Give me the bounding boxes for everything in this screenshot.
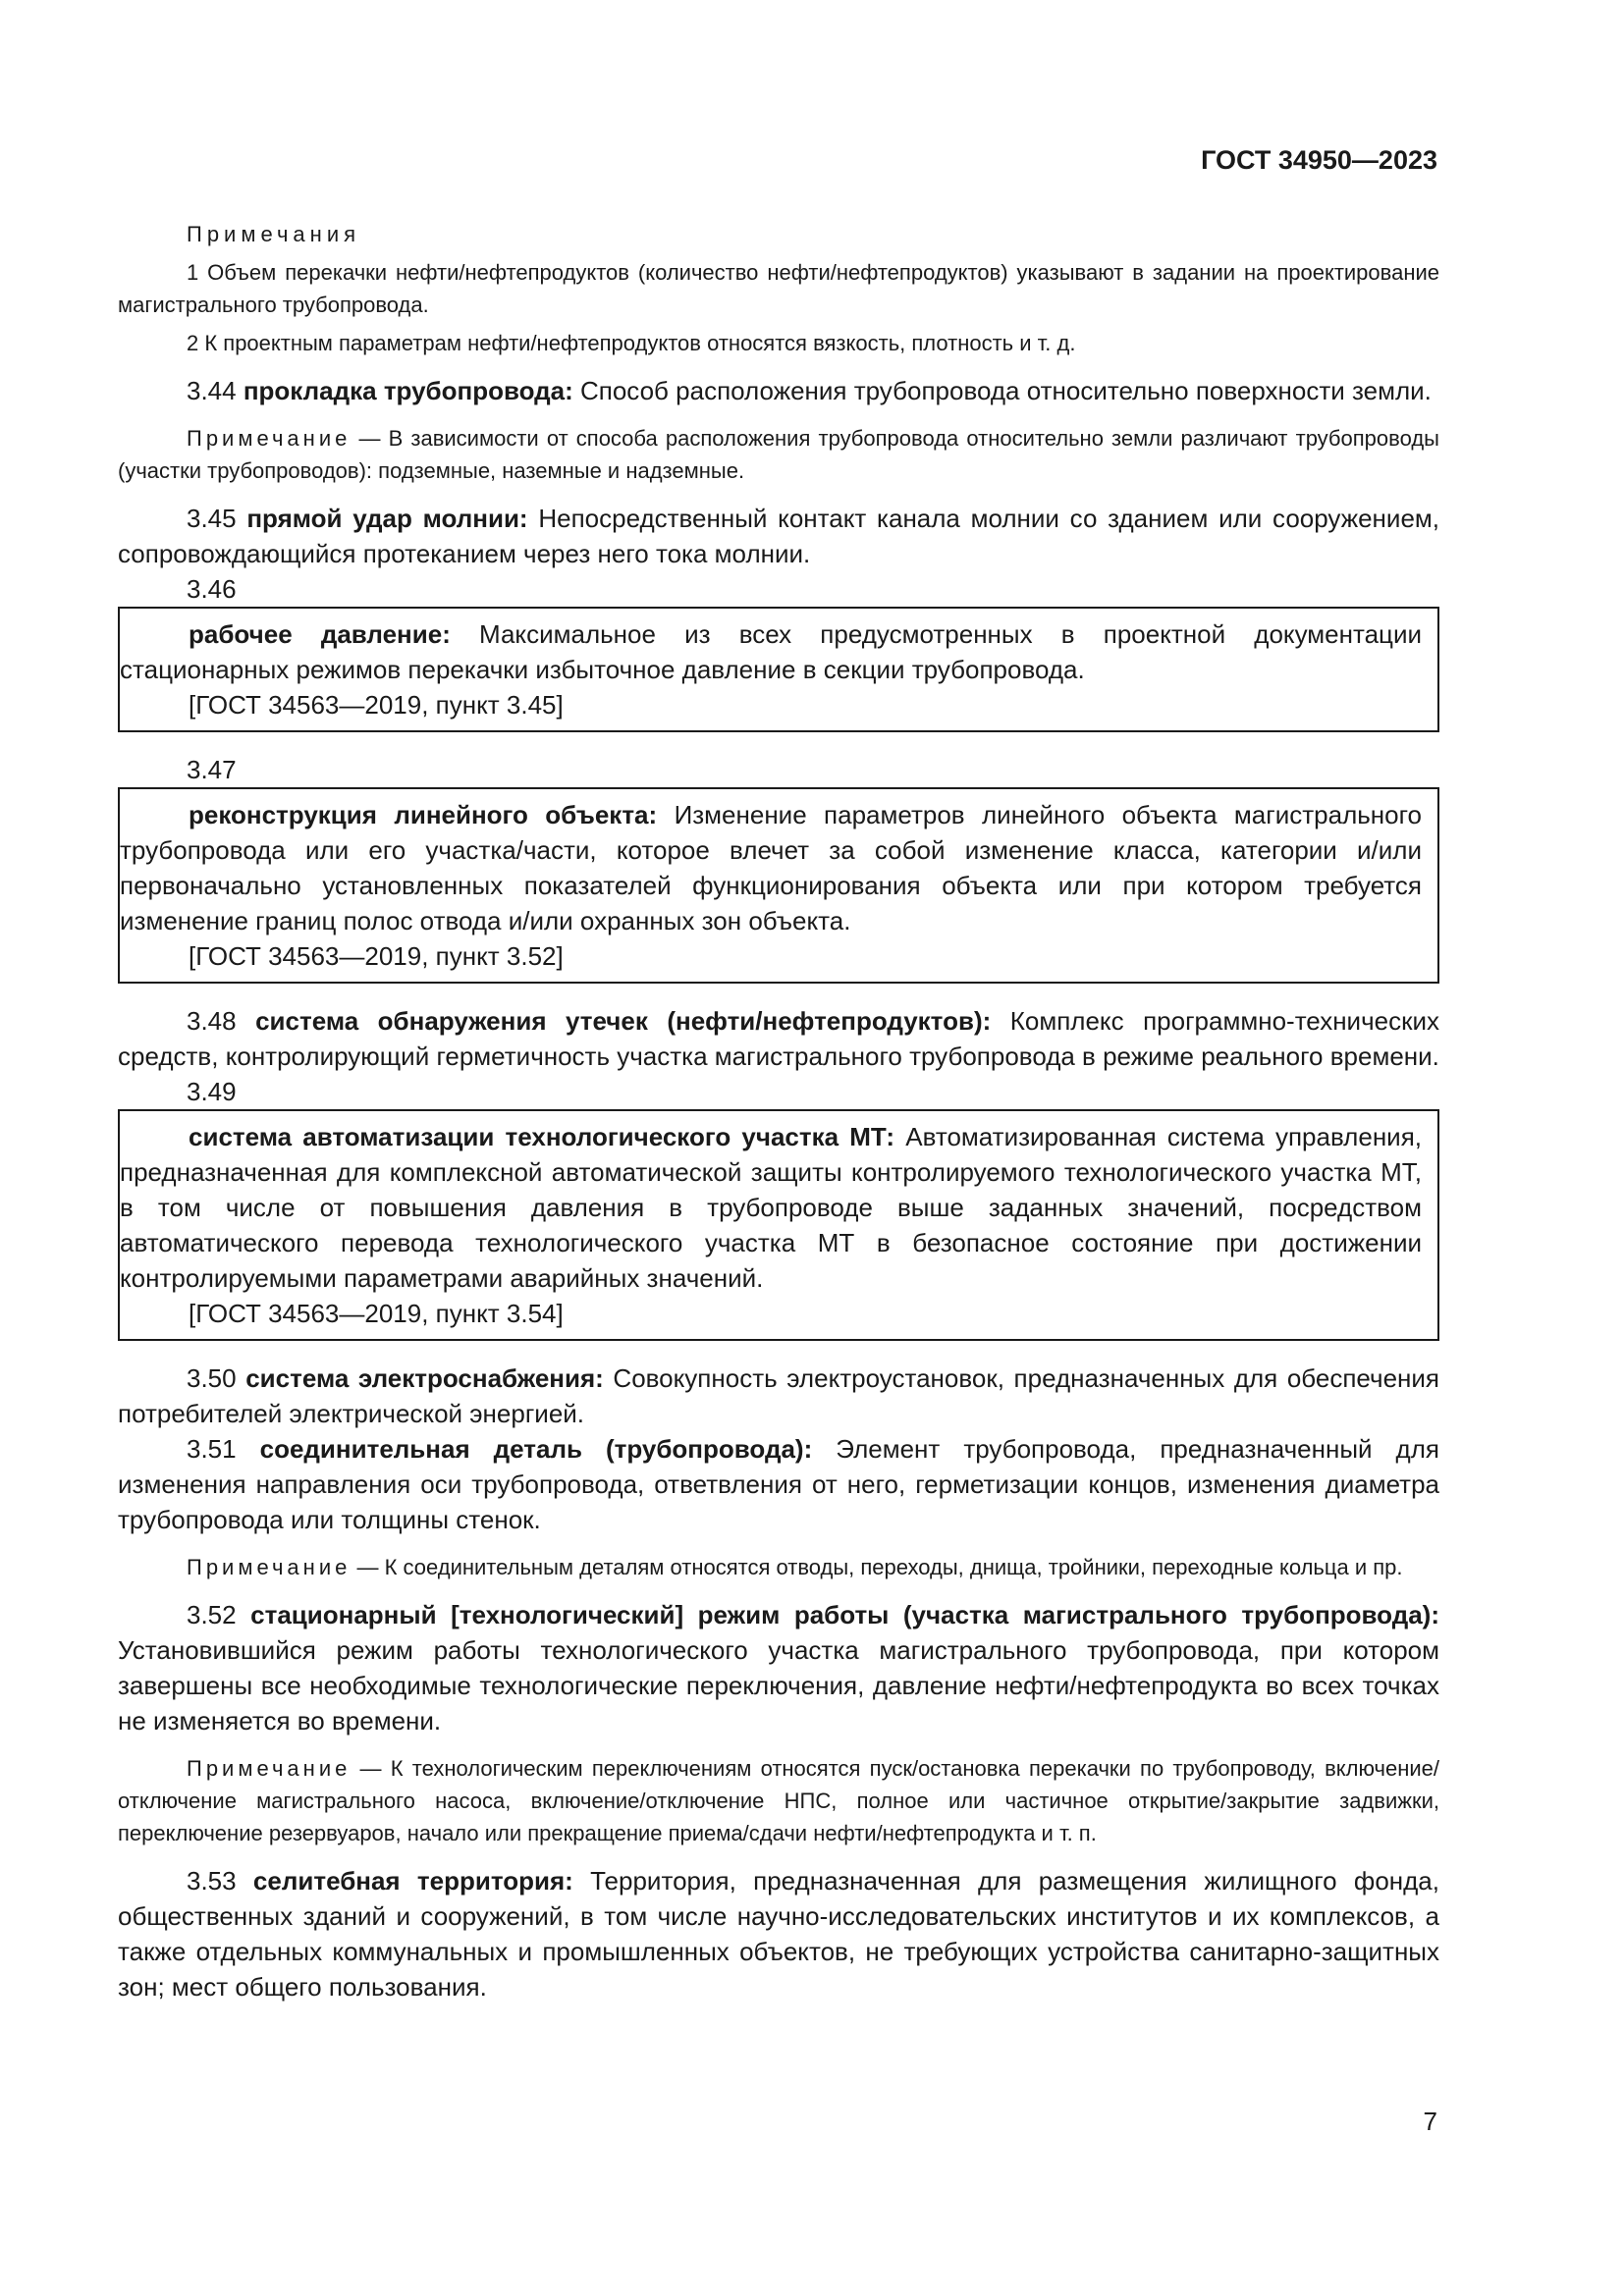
quoted-term-box <box>118 787 1439 984</box>
note-label: Примечание <box>187 1555 352 1579</box>
term-source: [ГОСТ 34563—2019, пункт 3.52] <box>189 941 564 971</box>
term-number: 3.51 <box>187 1434 237 1464</box>
term-number: 3.52 <box>187 1600 237 1629</box>
term-name: реконструкция линейного объекта: <box>189 800 658 829</box>
term-entry <box>120 616 1422 687</box>
term-entry <box>118 1863 1439 2004</box>
page-number: 7 <box>1423 2107 1437 2136</box>
term-source: [ГОСТ 34563—2019, пункт 3.45] <box>189 690 564 720</box>
note-item: 1 Объем перекачки нефти/нефтепродуктов (количество нефти/нефтепродуктов) указывают в задании на проектирование магистрального трубопровода. <box>118 260 1439 317</box>
notes-title: Примечания <box>187 222 361 246</box>
term-name: рабочее давление: <box>189 619 451 649</box>
term-number: 3.47 <box>187 755 237 784</box>
quoted-term-box <box>118 1109 1439 1341</box>
term-definition: Непосредственный контакт канала молнии со зданием или сооружением, сопровождающийся протеканием через него тока молнии. <box>118 504 1439 568</box>
term-source: [ГОСТ 34563—2019, пункт 3.54] <box>189 1299 564 1328</box>
term-entry <box>118 1361 1439 1431</box>
note-text: — В зависимости от способа расположения трубопровода относительно земли различают трубопроводы (участки трубопроводов): подземные, наземные и надземные. <box>118 426 1439 483</box>
note-label: Примечание <box>187 1756 352 1781</box>
page-content <box>118 218 1439 2004</box>
term-definition: Автоматизированная система управления, предназначенная для комплексной автоматической защиты контролируемого технологического участка МТ, в том числе от повышения давления в трубопроводе выше заданных значений, посредством автоматического перевода технологического участка МТ в безопасное состояние при достижении контролируемыми параметрами аварийных значений. <box>120 1122 1422 1293</box>
term-number: 3.50 <box>187 1363 237 1393</box>
document-id: ГОСТ 34950—2023 <box>1201 145 1437 175</box>
term-definition: Изменение параметров линейного объекта магистрального трубопровода или его участка/части, которое влечет за собой изменение класса, категории и/или первоначально установленных показателей функционирования объекта или при котором требуется изменение границ полос отвода и/или охранных зон объекта. <box>120 800 1422 935</box>
term-note <box>118 1752 1439 1849</box>
term-number: 3.49 <box>187 1077 237 1106</box>
term-entry <box>118 1597 1439 1738</box>
term-name: стационарный [технологический] режим работы (участка магистрального трубопровода): <box>250 1600 1439 1629</box>
term-entry <box>118 1003 1439 1074</box>
term-number: 3.48 <box>187 1006 237 1036</box>
note-text: — К технологическим переключениям относятся пуск/остановка перекачки по трубопроводу, включение/отключение магистрального насоса, включение/отключение НПС, полное или частичное открытие/закрытие задвижки, переключение резервуаров, начало или прекращение приема/сдачи нефти/нефтепродукта и т. п. <box>118 1756 1439 1845</box>
term-name: система автоматизации технологического участка МТ: <box>189 1122 895 1151</box>
term-note <box>118 1551 1439 1583</box>
term-entry <box>118 1431 1439 1537</box>
note-label: Примечание <box>187 426 352 451</box>
term-entry <box>120 1119 1422 1296</box>
term-entry <box>120 797 1422 938</box>
term-entry <box>118 373 1439 408</box>
term-name: соединительная деталь (трубопровода): <box>259 1434 813 1464</box>
note-text: — К соединительным деталям относятся отводы, переходы, днища, тройники, переходные кольца и пр. <box>351 1555 1403 1579</box>
term-number: 3.44 <box>187 376 237 405</box>
term-definition: Способ расположения трубопровода относительно поверхности земли. <box>572 376 1432 405</box>
term-definition: Установившийся режим работы технологического участка магистрального трубопровода, при котором завершены все необходимые технологические переключения, давление нефти/нефтепродукта во всех точках не изменяется во времени. <box>118 1635 1439 1735</box>
quoted-term-box <box>118 607 1439 732</box>
term-name: система электроснабжения: <box>245 1363 604 1393</box>
term-entry <box>118 501 1439 571</box>
term-number: 3.46 <box>187 574 237 604</box>
term-name: прямой удар молнии: <box>246 504 528 533</box>
term-definition: Максимальное из всех предусмотренных в проектной документации стационарных режимов перекачки избыточное давление в секции трубопровода. <box>120 619 1422 684</box>
term-name: селитебная территория: <box>252 1866 573 1896</box>
term-number: 3.45 <box>187 504 237 533</box>
term-name: система обнаружения утечек (нефти/нефтепродуктов): <box>255 1006 992 1036</box>
term-definition: Территория, предназначенная для размещения жилищного фонда, общественных зданий и сооружений, в том числе научно-исследовательских институтов и их комплексов, а также отдельных коммунальных и промышленных объектов, не требующих устройства санитарно-защитных зон; мест общего пользования. <box>118 1866 1439 2002</box>
term-definition: Элемент трубопровода, предназначенный для изменения направления оси трубопровода, ответвления от него, герметизации концов, изменения диаметра трубопровода или толщины стенок. <box>118 1434 1439 1534</box>
term-definition: Совокупность электроустановок, предназначенных для обеспечения потребителей электрической энергией. <box>118 1363 1439 1428</box>
note-item: 2 К проектным параметрам нефти/нефтепродуктов относятся вязкость, плотность и т. д. <box>187 331 1076 355</box>
term-definition: Комплекс программно-технических средств, контролирующий герметичность участка магистрального трубопровода в режиме реального времени. <box>118 1006 1439 1071</box>
term-note <box>118 422 1439 487</box>
term-name: прокладка трубопровода: <box>243 376 573 405</box>
term-number: 3.53 <box>187 1866 237 1896</box>
